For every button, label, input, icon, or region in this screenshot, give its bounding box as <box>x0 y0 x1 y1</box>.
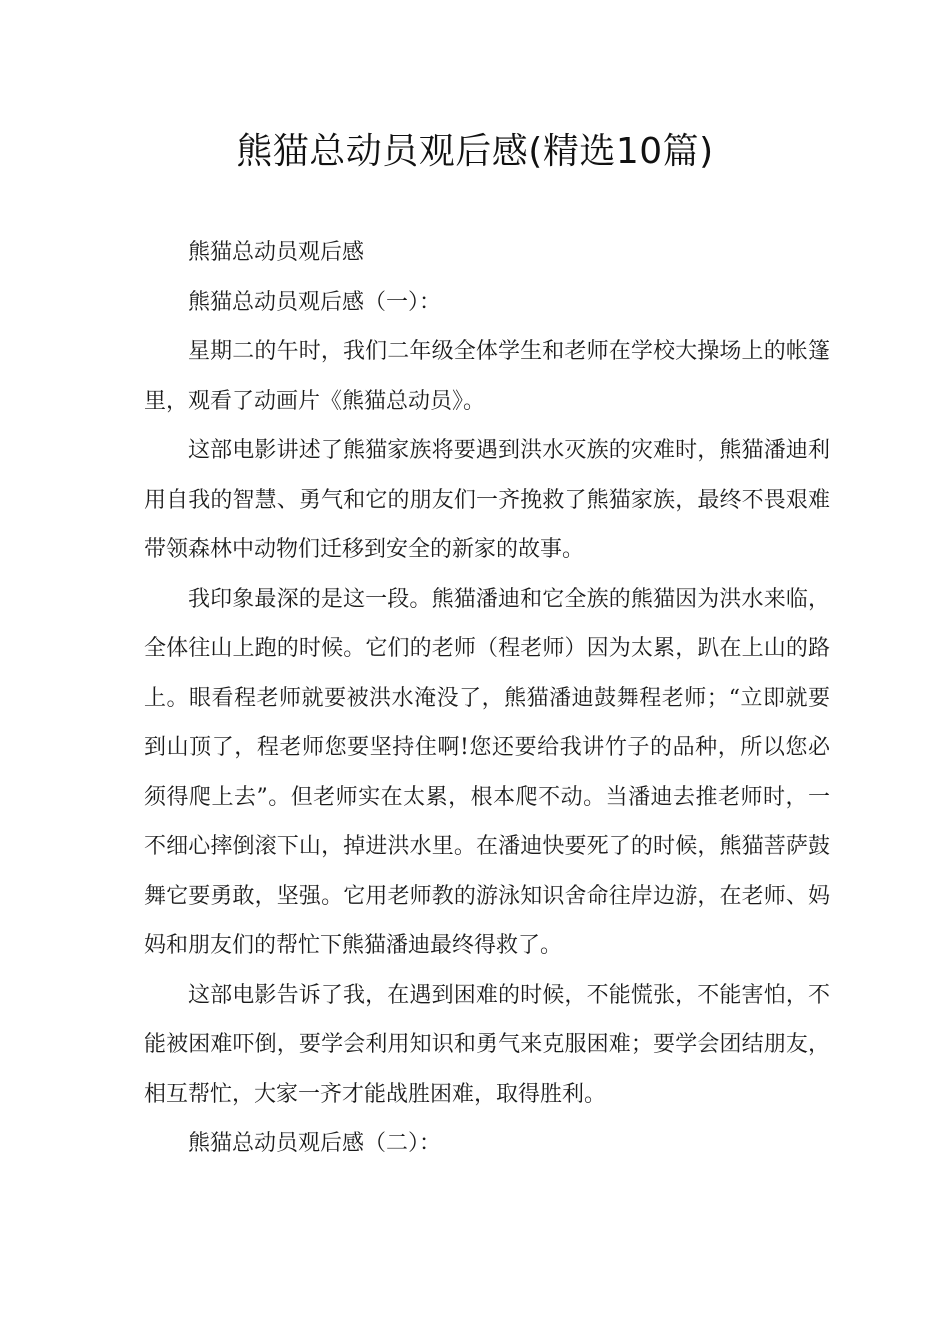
body-paragraph: 我印象最深的是这一段。熊猫潘迪和它全族的熊猫因为洪水来临，全体往山上跑的时候。它们的老师（程老师）因为太累，趴在上山的路上。眼看程老师就要被洪水淹没了，熊猫潘迪鼓舞程老师；“立即就要到山顶了，程老师您要坚持住啊!您还要给我讲竹子的品种，所以您必须得爬上去”。但老师实在太累，根本爬不动。当潘迪去推老师时，一不细心摔倒滚下山，掉进洪水里。在潘迪快要死了的时候，熊猫菩萨鼓舞它要勇敢，坚强。它用老师教的游泳知识舍命往岸边游，在老师、妈妈和朋友们的帮忙下熊猫潘迪最终得救了。 <box>144 586 830 958</box>
subsection-heading: 熊猫总动员观后感（二）： <box>188 1131 442 1156</box>
body-paragraph: 这部电影告诉了我，在遇到困难的时候，不能慌张，不能害怕，不能被困难吓倒，要学会利用知识和勇气来克服困难；要学会团结朋友，相互帮忙，大家一齐才能战胜困难，取得胜利。 <box>144 982 830 1107</box>
section-heading: 熊猫总动员观后感 <box>188 240 365 265</box>
document-body <box>144 228 830 1169</box>
document-title: 熊猫总动员观后感(精选10篇) <box>236 131 714 172</box>
body-paragraph: 星期二的午时，我们二年级全体学生和老师在学校大操场上的帐篷里，观看了动画片《熊猫总动员》。 <box>144 339 830 414</box>
body-paragraph: 这部电影讲述了熊猫家族将要遇到洪水灭族的灾难时，熊猫潘迪利用自我的智慧、勇气和它的朋友们一齐挽救了熊猫家族，最终不畏艰难带领森林中动物们迁移到安全的新家的故事。 <box>144 438 830 562</box>
subsection-heading: 熊猫总动员观后感（一）： <box>188 289 442 315</box>
